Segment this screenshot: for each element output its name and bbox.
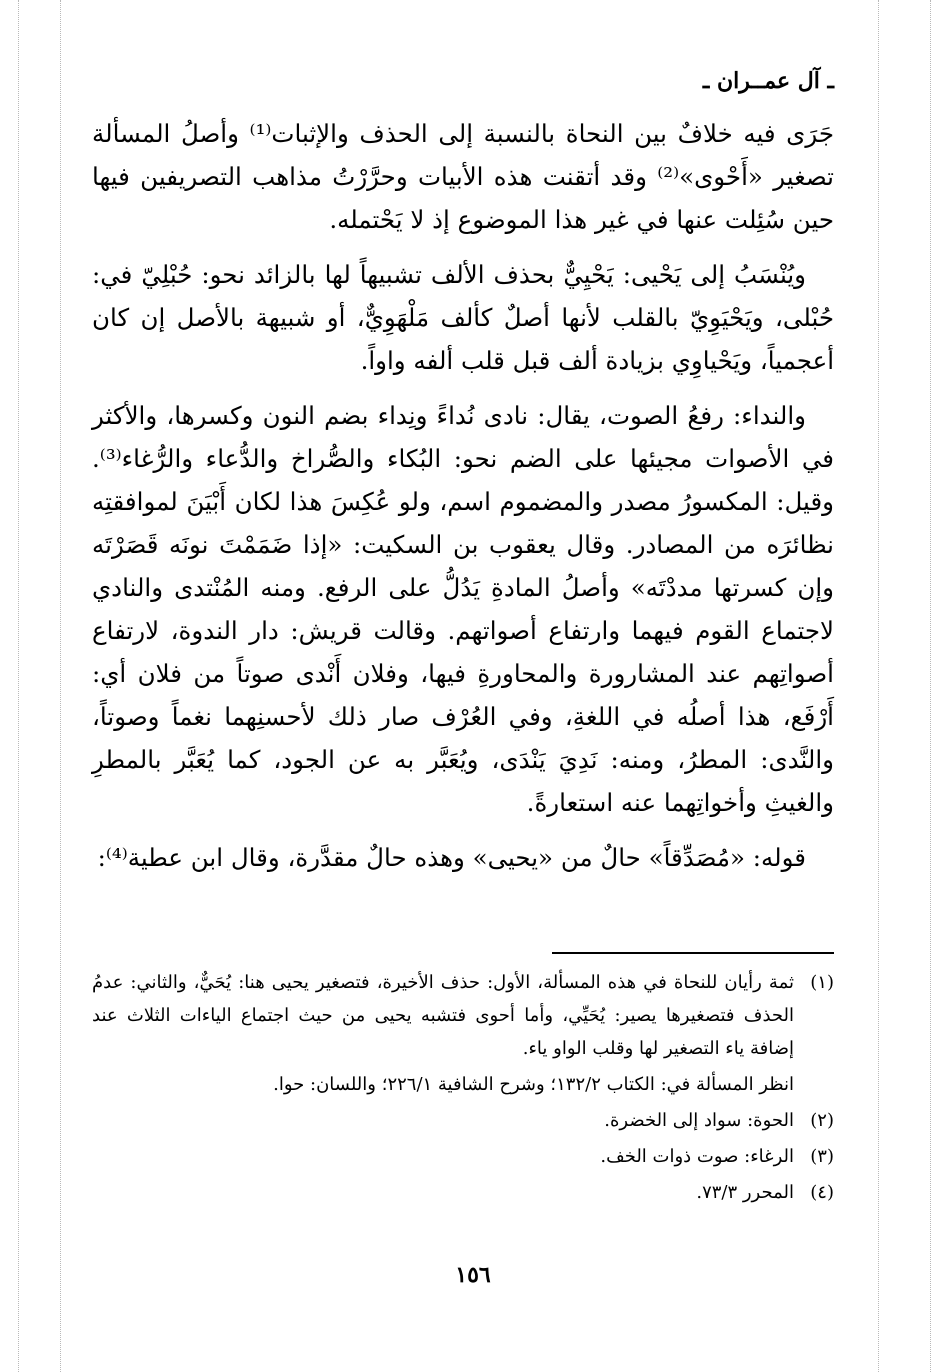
footnote <box>92 1176 834 1209</box>
running-header: ـ آل عمــران ـ <box>702 68 834 94</box>
footnote-number: (٢) <box>810 1110 834 1131</box>
footnote-text: الحوة: سواد إلى الخضرة. <box>604 1110 794 1131</box>
paragraph: جَرَى فيه خلافٌ بين النحاة بالنسبة إلى الحذف والإثبات⁽¹⁾ وأصلُ المسألة تصغير «أَحْوى»⁽²⁾ وقد أتقنت هذه الأبيات وحرَّرْتُ مذاهب التصريفين فيها حين سُئِلت عنها في غير هذا الموضوع إذ لا يَحْتمله. <box>92 119 834 234</box>
footnote-text: انظر المسألة في: الكتاب ١٣٢/٢؛ وشرح الشافية ٢٢٦/١؛ واللسان: حوا. <box>273 1074 794 1095</box>
paragraph: ويُنْسَبُ إلى يَحْيى: يَحْيِيٌّ بحذف الألف تشبيهاً لها بالزائد نحو: حُبْلِيّ في: حُبْلى، ويَحْيَوِيّ بالقلب لأنها أصلٌ كألف مَلْهَوِيٌّ، أو شبيهة بالأصل إن كان أعجمياً، ويَحْياوِي بزيادة ألف قبل قلب ألفه واواً. <box>92 260 834 375</box>
footnote <box>92 1068 834 1101</box>
page-number: ١٥٦ <box>455 1262 491 1288</box>
margin-guide-left-outer <box>18 0 19 1372</box>
footnote-text: ثمة رأيان للنحاة في هذه المسألة، الأول: حذف الأخيرة، فتصغير يحيى هنا: يُحَيٌّ، والثاني: عدمُ الحذف فتصغيرها يصير: يُحَيِّي، وأما أحوى فتشبه يحيى من حيث اجتماع الياءات الثلاث عند إضافة ياء التصغير لها وقلب الواو ياء. <box>92 972 794 1059</box>
footnote-separator <box>552 952 834 954</box>
margin-guide-right-outer <box>930 0 931 1372</box>
footnotes <box>92 966 834 1212</box>
main-text <box>92 112 834 891</box>
footnote <box>92 1140 834 1173</box>
paragraph: والنداء: رفعُ الصوت، يقال: نادى نُداءً ونِداء بضم النون وكسرها، والأكثر في الأصوات مجيئها على الضم نحو: البُكاء والصُّراخ والدُّعاء والرُّغاء⁽³⁾. وقيل: المكسورُ مصدر والمضموم اسم، ولو عُكِسَ هذا لكان أَبْيَنَ لموافقتِه نظائرَه من المصادر. وقال يعقوب بن السكيت: «إذا ضَمَمْتَ نونَه قَصَرْتَه وإن كسرتها مددْتَه» وأصلُ المادةِ يَدُلُّ على الرفع. ومنه المُنْتدى والنادي لاجتماع القوم فيهما وارتفاع أصواتهم. وقالت قريش: دار الندوة، لارتفاع أصواتِهم عند المشارورة والمحاورةِ فيها، وفلان أَنْدى صوتاً من فلان أي: أَرْفَع، هذا أصلُه في اللغةِ، وفي العُرْف صار ذلك لأحسنِهما نغماً وصوتاً، والنَّدى: المطرُ، ومنه: نَدِيَ يَنْدَى، ويُعَبَّر به عن الجود، كما يُعَبَّر بالمطرِ والغيثِ وأخواتِهما عنه استعارةً. <box>92 401 834 817</box>
footnote <box>92 1104 834 1137</box>
margin-guide-right-inner <box>878 0 879 1372</box>
footnote <box>92 966 834 1065</box>
footnote-number: (٣) <box>810 1146 834 1167</box>
paragraph: قوله: «مُصَدِّقاً» حالٌ من «يحيى» وهذه حالٌ مقدَّرة، وقال ابن عطية⁽⁴⁾: <box>97 843 806 872</box>
footnote-text: الرغاء: صوت ذوات الخف. <box>600 1146 794 1167</box>
margin-guide-left-inner <box>60 0 61 1372</box>
footnote-text: المحرر ٧٣/٣. <box>696 1182 794 1203</box>
footnote-number: (١) <box>810 972 834 993</box>
footnote-number: (٤) <box>810 1182 834 1203</box>
